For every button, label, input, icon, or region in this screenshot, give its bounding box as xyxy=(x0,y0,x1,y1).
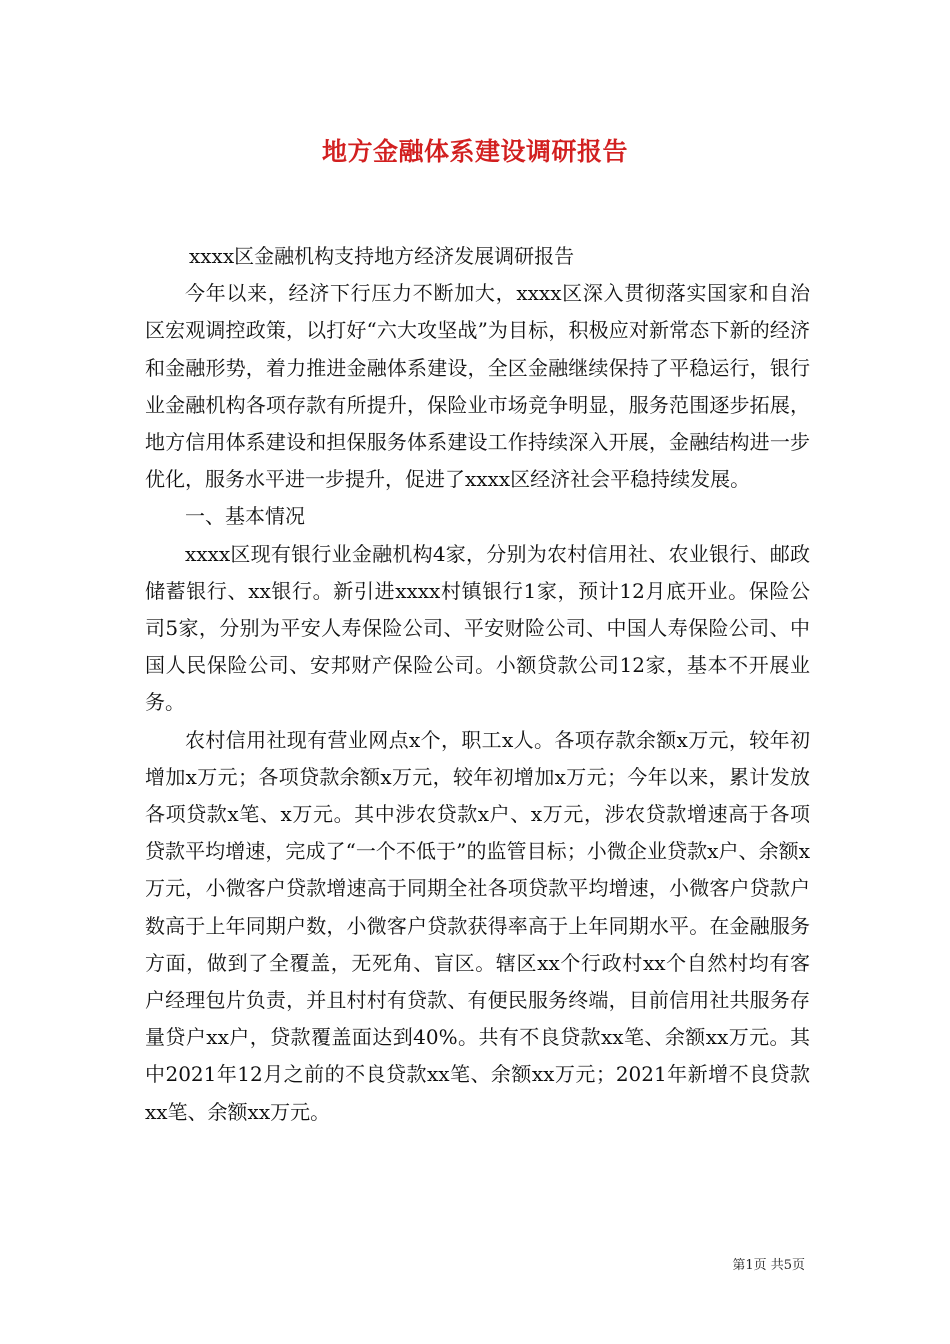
page-number: 第1页 共5页 xyxy=(732,1258,805,1273)
document-body xyxy=(145,238,810,1131)
document-title: 地方金融体系建设调研报告 xyxy=(321,137,628,166)
paragraph-intro: 今年以来，经济下行压力不断加大，xxxx区深入贯彻落实国家和自治区宏观调控政策，以打好“六大攻坚战”为目标，积极应对新常态下新的经济和金融形势，着力推进金融体系建设，全区金融继续保持了平稳运行，银行业金融机构各项存款有所提升，保险业市场竞争明显，服务范围逐步拓展，地方信用体系建设和担保服务体系建设工作持续深入开展，金融结构进一步优化，服务水平进一步提升，促进了xxxx区经济社会平稳持续发展。 xyxy=(145,281,810,492)
paragraph-credit-cooperative: 农村信用社现有营业网点x个，职工x人。各项存款余额x万元，较年初增加x万元；各项贷款余额x万元，较年初增加x万元；今年以来，累计发放各项贷款x笔、x万元。其中涉农贷款x户、x万元，涉农贷款增速高于各项贷款平均增速，完成了“一个不低于”的监管目标；小微企业贷款x户、余额x万元，小微客户贷款增速高于同期全社各项贷款平均增速，小微客户贷款户数高于上年同期户数，小微客户贷款获得率高于上年同期水平。在金融服务方面，做到了全覆盖，无死角、盲区。辖区xx个行政村xx个自然村均有客户经理包片负责，并且村村有贷款、有便民服务终端，目前信用社共服务存量贷户xx户，贷款覆盖面达到40%。共有不良贷款xx笔、余额xx万元。其中2021年12月之前的不良贷款xx笔、余额xx万元；2021年新增不良贷款xx笔、余额xx万元。 xyxy=(145,727,810,1124)
paragraph-institutions: xxxx区现有银行业金融机构4家，分别为农村信用社、农业银行、邮政储蓄银行、xx银行。新引进xxxx村镇银行1家，预计12月底开业。保险公司5家，分别为平安人寿保险公司、平安财险公司、中国人寿保险公司、中国人民保险公司、安邦财产保险公司。小额贷款公司12家，基本不开展业务。 xyxy=(145,541,810,715)
report-subtitle: xxxx区金融机构支持地方经济发展调研报告 xyxy=(189,244,575,268)
section-heading-basic-situation: 一、基本情况 xyxy=(185,504,305,529)
